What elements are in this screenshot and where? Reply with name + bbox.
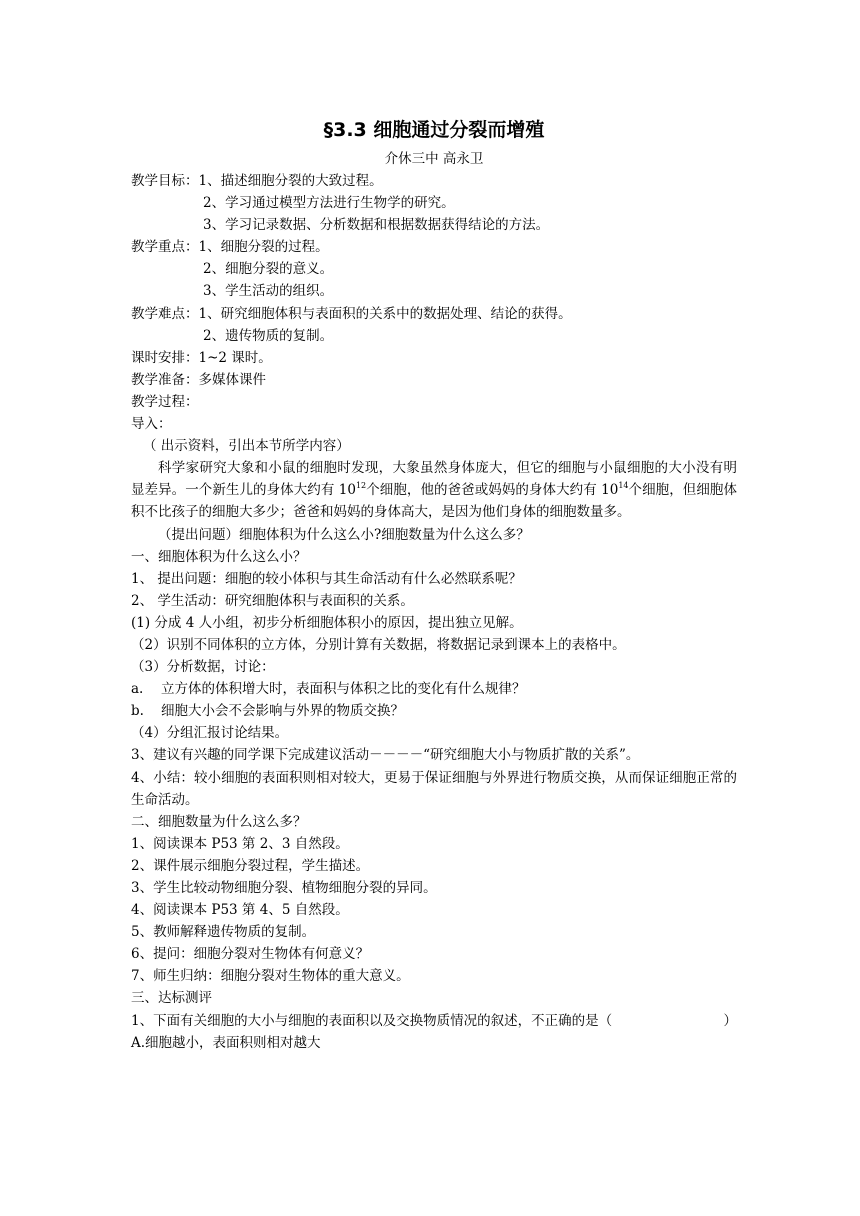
intro-note: （ 出示资料，引出本节所学内容） — [143, 438, 350, 455]
list-marker: b. — [131, 703, 144, 720]
section2-item: 2、课件展示细胞分裂过程，学生描述。 — [131, 857, 370, 874]
section1-summary: 4、小结：较小细胞的表面积则相对较大，更易于保证细胞与外界进行物质交换，从而保证细胞正常的生命活动。 — [131, 769, 737, 808]
author-line: 介休三中 高永卫 — [384, 151, 484, 167]
quiz-question-1 — [131, 1010, 737, 1032]
discussion-text: 细胞大小会不会影响与外界的物质交换？ — [161, 703, 404, 720]
schedule-line: 课时安排：1~2 课时。 — [131, 349, 272, 366]
intro-question: （提出问题）细胞体积为什么这么小?细胞数量为什么这么多？ — [158, 526, 530, 543]
objective-item: 3、学习记录数据、分析数据和根据数据获得结论的方法。 — [203, 217, 550, 234]
intro-text-c: 个细胞，但细胞体积不比孩子的细胞大多少；爸爸和妈妈的身体高大，是因为他们身体的细胞数量多。 — [131, 482, 737, 521]
intro-label: 导入： — [131, 416, 172, 433]
answer-bracket-close: ） — [723, 1012, 737, 1029]
preparation-line: 教学准备：多媒体课件 — [131, 371, 266, 388]
intro-text-b: 个细胞，他的爸爸或妈妈的身体大约有 10 — [366, 482, 619, 499]
section2-title: 二、细胞数量为什么这么多？ — [131, 813, 307, 830]
section2-item: 4、阅读课本 P53 第 4、5 自然段。 — [131, 902, 349, 919]
key-point-item: 2、细胞分裂的意义。 — [203, 261, 334, 278]
section2-item: 3、学生比较动物细胞分裂、植物细胞分裂的异同。 — [131, 880, 437, 896]
section1-title: 一、细胞体积为什么这么小？ — [131, 548, 307, 565]
page-title: §3.3 细胞通过分裂而增殖 — [323, 119, 545, 141]
exponent-parent: 14 — [618, 481, 629, 491]
activity-step: （3）分析数据，讨论： — [131, 659, 275, 676]
discussion-item-a — [131, 678, 737, 700]
process-line: 教学过程： — [131, 393, 199, 410]
quiz-option-a: A.细胞越小，表面积则相对越大 — [131, 1034, 321, 1051]
activity-step: （2）识别不同体积的立方体，分别计算有关数据，将数据记录到课本上的表格中。 — [131, 636, 626, 653]
objective-item: 2、学习通过模型方法进行生物学的研究。 — [203, 195, 455, 212]
difficulty-item: 2、遗传物质的复制。 — [203, 327, 334, 344]
section3-title: 三、达标测评 — [131, 990, 212, 1007]
intro-paragraph — [131, 457, 737, 523]
section1-item: 2、 学生活动：研究细胞体积与表面积的关系。 — [131, 592, 414, 609]
activity-step: （4）分组汇报讨论结果。 — [131, 725, 289, 742]
list-marker: a. — [131, 681, 144, 698]
key-points-row-1 — [131, 236, 737, 258]
discussion-text: 立方体的体积增大时，表面积与体积之比的变化有什么规律？ — [161, 681, 526, 698]
intro-text-a: 科学家研究大象和小鼠的细胞时发现，大象虽然身体庞大，但它的细胞与小鼠细胞的大小没有明显差异。一个新生儿的身体大约有 10 — [131, 460, 737, 499]
document-page — [131, 112, 737, 1054]
exponent-newborn: 12 — [355, 481, 367, 491]
section2-item: 5、教师解释遗传物质的复制。 — [131, 924, 316, 941]
section2-item: 6、提问：细胞分裂对生物体有何意义？ — [131, 946, 370, 963]
quiz-question-text: 1、下面有关细胞的大小与细胞的表面积以及交换物质情况的叙述，不正确的是（ — [131, 1012, 613, 1029]
key-point-item: 1、细胞分裂的过程。 — [198, 239, 329, 256]
section1-item: 1、 提出问题：细胞的较小体积与其生命活动有什么必然联系呢？ — [131, 570, 522, 587]
discussion-item-b — [131, 700, 737, 722]
section2-item: 7、师生归纳：细胞分裂对生物体的重大意义。 — [131, 968, 410, 985]
difficulties-row-1 — [131, 303, 737, 325]
key-point-item: 3、学生活动的组织。 — [203, 283, 334, 300]
objectives-label: 教学目标： — [131, 173, 199, 189]
objective-item: 1、描述细胞分裂的大致过程。 — [198, 173, 383, 189]
section2-item: 1、阅读课本 P53 第 2、3 自然段。 — [131, 835, 349, 852]
section1-item: 3、建议有兴趣的同学课下完成建议活动－－－－“研究细胞大小与物质扩散的关系”。 — [131, 747, 640, 764]
activity-step: (1) 分成 4 人小组，初步分析细胞体积小的原因，提出独立见解。 — [131, 614, 523, 631]
difficulties-label: 教学难点： — [131, 305, 199, 322]
key-points-label: 教学重点： — [131, 239, 199, 256]
difficulty-item: 1、研究细胞体积与表面积的关系中的数据处理、结论的获得。 — [198, 305, 572, 322]
objectives-row-1 — [131, 170, 737, 192]
